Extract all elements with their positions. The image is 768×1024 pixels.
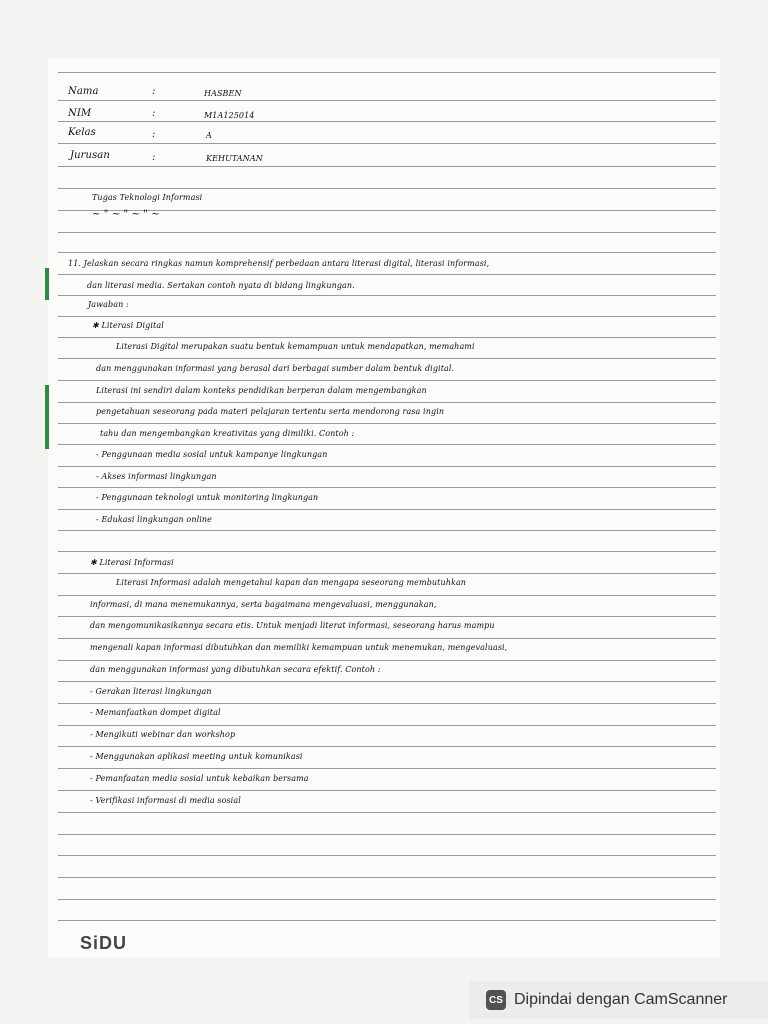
paragraph-line: dan mengomunikasikannya secara etis. Untuk menjadi literat informasi, seseorang harus mampu <box>90 621 495 630</box>
example-item: - Penggunaan teknologi untuk monitoring lingkungan <box>96 493 319 502</box>
margin-mark <box>45 268 49 300</box>
nama-label: Nama <box>68 86 99 97</box>
ruled-line <box>58 746 716 747</box>
question-line: dan literasi media. Sertakan contoh nyata di bidang lingkungan. <box>87 281 355 290</box>
example-item: - Memanfaatkan dompet digital <box>90 708 221 717</box>
ruled-line <box>58 337 716 338</box>
example-item: - Verifikasi informasi di media sosial <box>90 796 241 805</box>
ruled-line <box>58 274 716 275</box>
example-item: - Edukasi lingkungan online <box>96 515 212 524</box>
ruled-line <box>58 143 716 144</box>
paragraph-line: dan menggunakan informasi yang dibutuhkan secara efektif. Contoh : <box>90 665 381 674</box>
example-item: - Pemanfaatan media sosial untuk kebaikan bersama <box>90 774 309 783</box>
ruled-line <box>58 466 716 467</box>
colon: : <box>152 108 156 119</box>
ruled-line <box>58 402 716 403</box>
ruled-line <box>58 877 716 878</box>
ruled-line <box>58 72 716 73</box>
example-item: - Mengikuti webinar dan workshop <box>90 730 236 739</box>
paragraph-line: tahu dan mengembangkan kreativitas yang dimiliki. Contoh : <box>100 429 355 438</box>
colon: : <box>152 129 156 140</box>
question-line: 11. Jelaskan secara ringkas namun komprehensif perbedaan antara literasi digital, literasi informasi, <box>68 259 490 268</box>
answer-label: Jawaban : <box>88 300 129 309</box>
ruled-line <box>58 855 716 856</box>
paragraph-line: Literasi Digital merupakan suatu bentuk kemampuan untuk mendapatkan, memahami <box>116 342 475 351</box>
ruled-line <box>58 121 716 122</box>
kelas-value: A <box>206 131 212 140</box>
ruled-line <box>58 681 716 682</box>
ruled-line <box>58 616 716 617</box>
ruled-line <box>58 166 716 167</box>
margin-mark <box>45 385 49 449</box>
ruled-line <box>58 703 716 704</box>
ruled-line <box>58 573 716 574</box>
ruled-line <box>58 232 716 233</box>
kelas-label: Kelas <box>68 127 96 138</box>
section-heading-literasi-digital: ✱ Literasi Digital <box>92 321 164 330</box>
scanner-text: Dipindai dengan CamScanner <box>514 991 728 1008</box>
ruled-line <box>58 551 716 552</box>
ruled-line <box>58 444 716 445</box>
ruled-line <box>58 595 716 596</box>
title-underline-squiggle: ~ " ~ " ~ " ~ <box>92 209 160 220</box>
ruled-line <box>58 423 716 424</box>
ruled-line <box>58 920 716 921</box>
ruled-line <box>58 812 716 813</box>
ruled-line <box>58 295 716 296</box>
ruled-line <box>58 100 716 101</box>
ruled-line <box>58 725 716 726</box>
jurusan-label: Jurusan <box>70 150 110 161</box>
jurusan-value: KEHUTANAN <box>206 154 263 163</box>
camscanner-icon: CS <box>486 990 506 1010</box>
nim-label: NIM <box>68 108 92 119</box>
ruled-line <box>58 530 716 531</box>
colon: : <box>152 152 156 163</box>
notebook-brand-logo: SiDU <box>80 933 128 953</box>
example-item: - Gerakan literasi lingkungan <box>90 687 212 696</box>
ruled-line <box>58 638 716 639</box>
ruled-line <box>58 252 716 253</box>
nama-value: HASBEN <box>204 89 242 98</box>
paragraph-line: informasi, di mana menemukannya, serta bagaimana mengevaluasi, menggunakan, <box>90 600 437 609</box>
paragraph-line: Literasi ini sendiri dalam konteks pendidikan berperan dalam mengembangkan <box>96 386 427 395</box>
ruled-line <box>58 899 716 900</box>
colon: : <box>152 86 156 97</box>
section-heading-literasi-informasi: ✱ Literasi Informasi <box>90 558 174 567</box>
ruled-line <box>58 316 716 317</box>
ruled-line <box>58 358 716 359</box>
ruled-line <box>58 834 716 835</box>
ruled-line <box>58 487 716 488</box>
example-item: - Penggunaan media sosial untuk kampanye lingkungan <box>96 450 328 459</box>
paragraph-line: dan menggunakan informasi yang berasal dari berbagai sumber dalam bentuk digital. <box>96 364 455 373</box>
ruled-line <box>58 188 716 189</box>
paragraph-line: mengenali kapan informasi dibutuhkan dan memiliki kemampuan untuk menemukan, mengevaluasi, <box>90 643 508 652</box>
paragraph-line: Literasi Informasi adalah mengetahui kapan dan mengapa seseorang membutuhkan <box>116 578 467 587</box>
nim-value: M1A125014 <box>204 111 255 120</box>
scanner-watermark <box>470 981 768 1019</box>
ruled-line <box>58 790 716 791</box>
example-item: - Menggunakan aplikasi meeting untuk komunikasi <box>90 752 303 761</box>
ruled-line <box>58 380 716 381</box>
assignment-title: Tugas Teknologi Informasi <box>92 193 203 202</box>
ruled-line <box>58 768 716 769</box>
example-item: - Akses informasi lingkungan <box>96 472 217 481</box>
paragraph-line: pengetahuan seseorang pada materi pelajaran tertentu serta mendorong rasa ingin <box>96 407 445 416</box>
ruled-line <box>58 660 716 661</box>
ruled-line <box>58 509 716 510</box>
